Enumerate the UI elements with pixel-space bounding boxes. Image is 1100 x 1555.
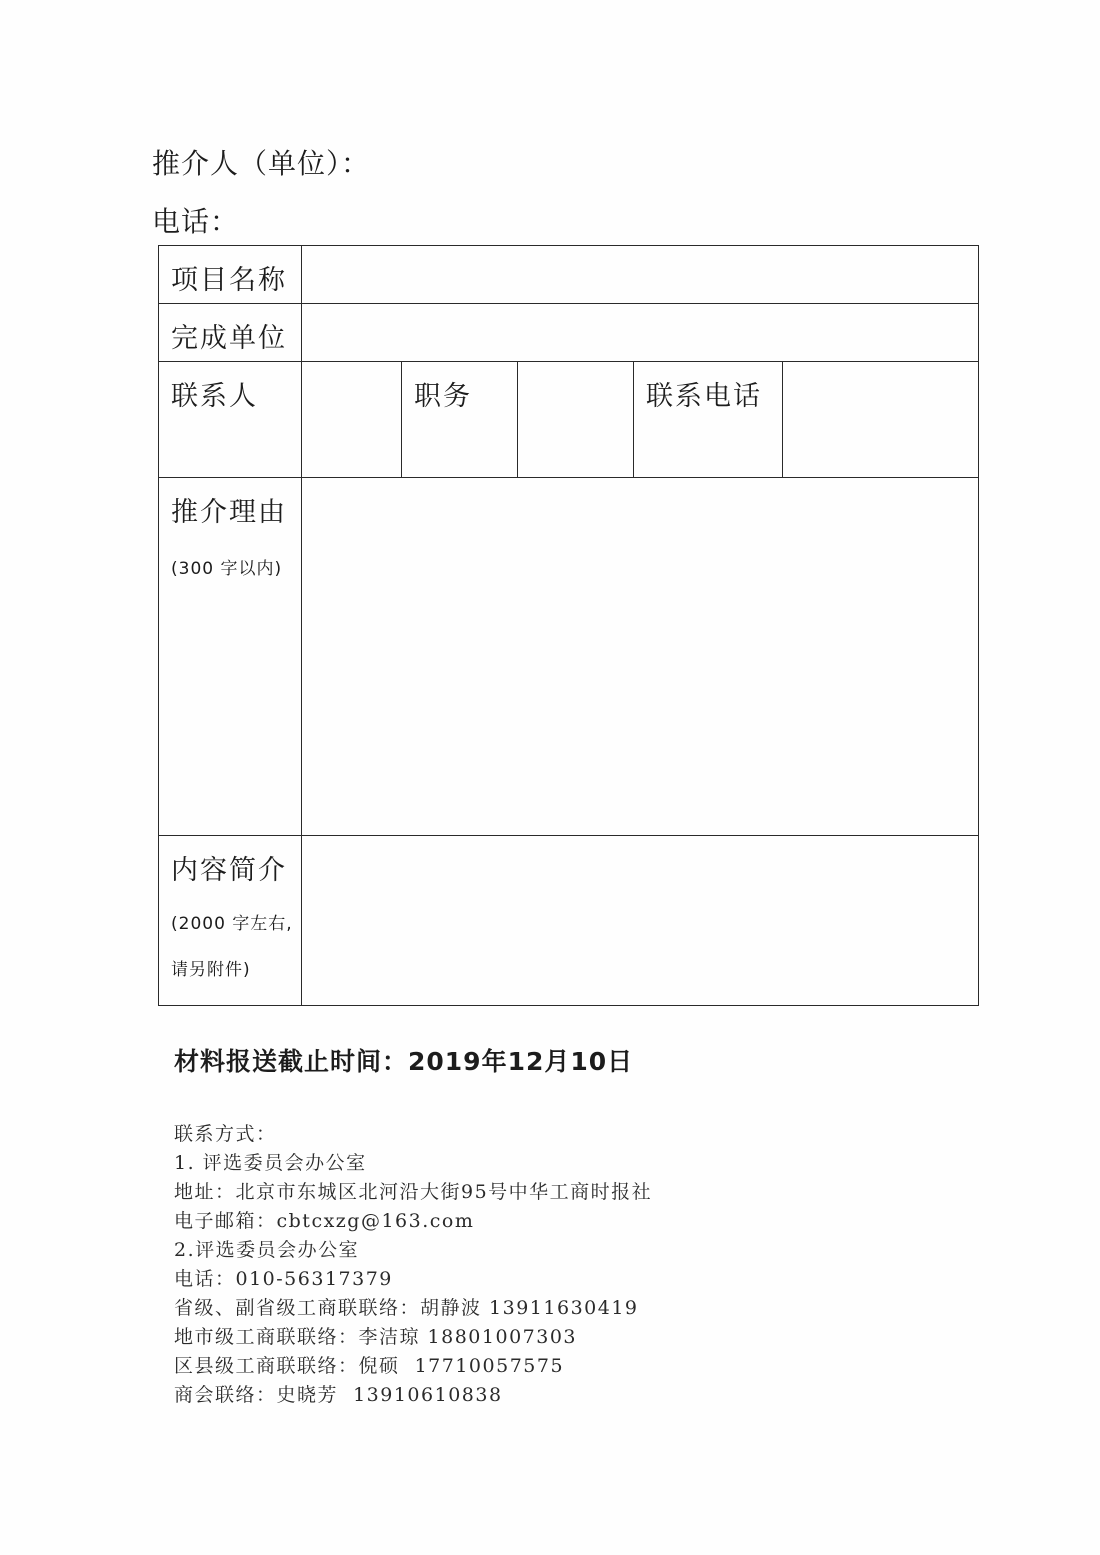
reason-cell	[159, 478, 302, 836]
contact-line-5: 电话：010-56317379	[174, 1268, 393, 1290]
reason-field[interactable]	[302, 478, 979, 836]
intro-note-line1: (2000 字左右,	[171, 914, 293, 934]
contact-phone-label: 联系电话	[634, 362, 783, 478]
project-name-label: 项目名称	[159, 246, 302, 304]
intro-cell	[159, 836, 302, 1006]
recommendation-form-table	[158, 245, 979, 1006]
reason-label: 推介理由	[171, 497, 287, 528]
position-label: 职务	[402, 362, 518, 478]
contact-line-1: 1. 评选委员会办公室	[174, 1152, 367, 1174]
unit-field[interactable]	[302, 304, 979, 362]
position-field[interactable]	[518, 362, 634, 478]
contact-line-7: 地市级工商联联络：李洁琼 18801007303	[174, 1326, 578, 1348]
row-project-name	[159, 246, 979, 304]
contact-title: 联系方式：	[174, 1123, 277, 1145]
contact-line-9: 商会联络：史晓芳 13910610838	[174, 1384, 503, 1406]
recommender-label: 推介人（单位）：	[152, 147, 371, 180]
row-reason	[159, 478, 979, 836]
contact-line-2: 地址：北京市东城区北河沿大街95号中华工商时报社	[174, 1181, 653, 1203]
reason-note: (300 字以内)	[171, 559, 283, 579]
contact-line-4: 2.评选委员会办公室	[174, 1239, 360, 1261]
intro-note-line2: 请另附件)	[171, 960, 251, 980]
row-contact	[159, 362, 979, 478]
row-intro	[159, 836, 979, 1006]
intro-label: 内容简介	[171, 855, 287, 886]
intro-field[interactable]	[302, 836, 979, 1006]
unit-label: 完成单位	[159, 304, 302, 362]
phone-label: 电话：	[152, 205, 240, 238]
contact-info	[174, 1120, 652, 1410]
contact-field[interactable]	[302, 362, 402, 478]
contact-line-6: 省级、副省级工商联联络：胡静波 13911630419	[174, 1297, 639, 1319]
deadline-text: 材料报送截止时间：2019年12月10日	[174, 1047, 634, 1076]
contact-line-3: 电子邮箱：cbtcxzg@163.com	[174, 1210, 475, 1232]
project-name-field[interactable]	[302, 246, 979, 304]
row-unit	[159, 304, 979, 362]
contact-phone-field[interactable]	[783, 362, 979, 478]
contact-label: 联系人	[159, 362, 302, 478]
contact-line-8: 区县级工商联联络：倪硕 17710057575	[174, 1355, 565, 1377]
